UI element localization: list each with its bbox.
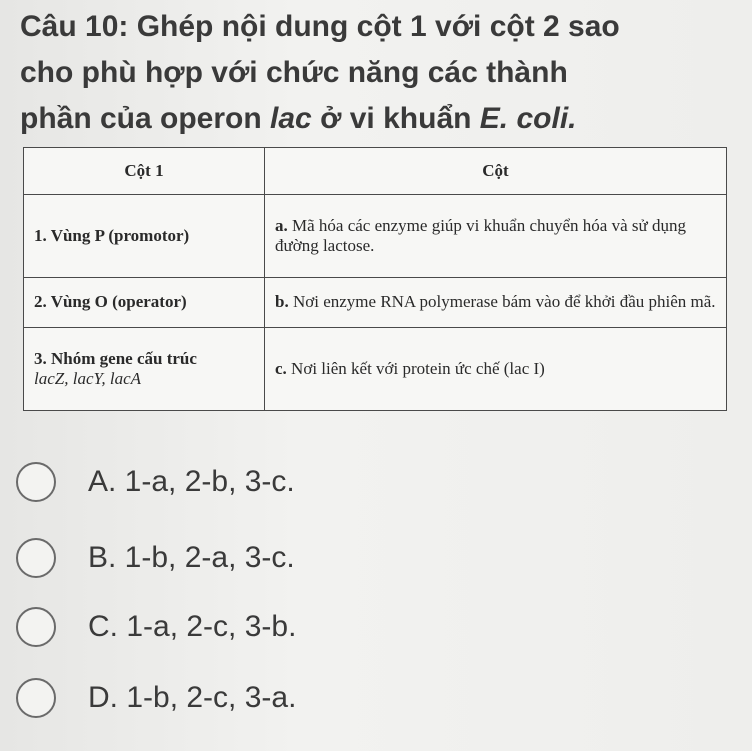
ecoli-term: E. coli. <box>479 102 577 135</box>
table-cell-col2 <box>265 195 727 278</box>
table-cell-col1 <box>24 327 265 410</box>
table-cell-col1: 1. Vùng P (promotor) <box>24 195 265 278</box>
radio-button[interactable] <box>16 678 56 718</box>
table-cell-col1: 2. Vùng O (operator) <box>24 278 265 327</box>
item-letter: a. <box>275 216 288 236</box>
table-cell-col2 <box>265 278 727 327</box>
option-c[interactable] <box>16 603 296 651</box>
item-text: Nơi enzyme RNA polymerase bám vào để khởi đầu phiên mã. <box>288 292 716 312</box>
option-label[interactable]: B. 1-b, 2-a, 3-c. <box>88 541 295 574</box>
gene-group-label: 3. Nhóm gene cấu trúc <box>34 348 197 368</box>
table-row <box>24 278 727 327</box>
question-line-3-mid: ở vi khuẩn <box>311 102 480 135</box>
radio-button[interactable] <box>16 462 56 502</box>
gene-names: lacZ, lacY, lacA <box>34 368 142 388</box>
table-header-row <box>24 148 727 195</box>
option-b[interactable] <box>16 534 295 582</box>
radio-button[interactable] <box>16 607 56 647</box>
question-text <box>20 4 740 142</box>
option-d[interactable] <box>16 674 296 722</box>
matching-table <box>23 147 727 411</box>
question-line-3-start: phần của operon <box>20 102 271 135</box>
table-cell-col2 <box>265 327 727 410</box>
question-line-1: Câu 10: Ghép nội dung cột 1 với cột 2 sao <box>20 10 620 43</box>
radio-button[interactable] <box>16 538 56 578</box>
table-row <box>24 327 727 410</box>
option-label[interactable]: A. 1-a, 2-b, 3-c. <box>88 465 295 498</box>
question-line-2: cho phù hợp với chức năng các thành <box>20 56 568 89</box>
table-header-col1: Cột 1 <box>24 148 265 195</box>
lac-term: lac <box>270 102 312 135</box>
item-text: Nơi liên kết với protein ức chế (lac I) <box>286 358 545 378</box>
question-line-3 <box>20 96 740 142</box>
item-text: Mã hóa các enzyme giúp vi khuẩn chuyển hóa và sử dụng đường lactose. <box>275 216 686 256</box>
option-label[interactable]: C. 1-a, 2-c, 3-b. <box>88 610 297 643</box>
option-a[interactable] <box>16 458 295 506</box>
table-header-col2: Cột <box>265 148 727 195</box>
item-letter: b. <box>275 292 289 312</box>
option-label[interactable]: D. 1-b, 2-c, 3-a. <box>88 681 297 714</box>
item-letter: c. <box>275 358 287 378</box>
table-row <box>24 195 727 278</box>
